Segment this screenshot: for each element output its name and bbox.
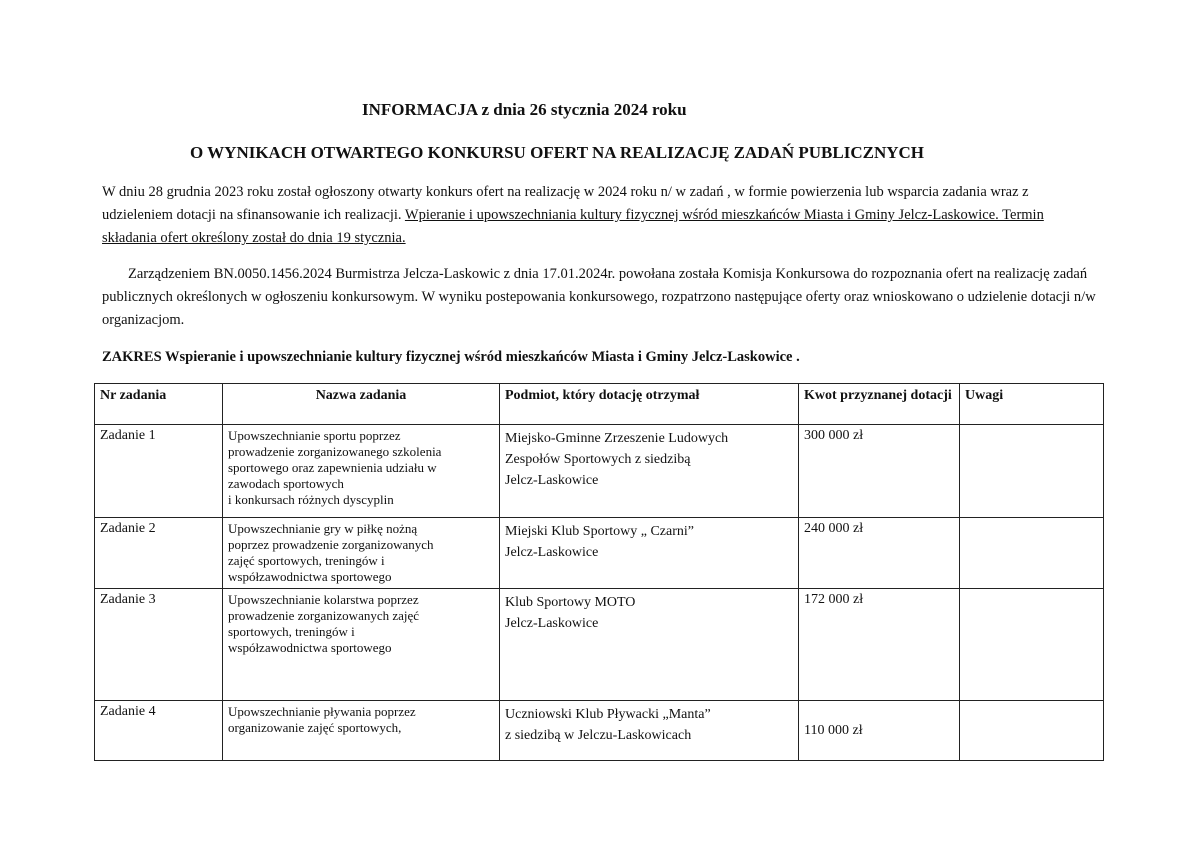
- table-row: [95, 425, 1104, 518]
- grant-amount: 172 000 zł: [799, 589, 960, 701]
- grants-table: [94, 383, 1104, 761]
- task-name-line: organizowanie zajęć sportowych,: [228, 720, 402, 735]
- task-name-line: prowadzenie zorganizowanych zajęć: [228, 608, 420, 623]
- task-number: Zadanie 4: [95, 701, 223, 761]
- task-name: [223, 518, 500, 589]
- header-amount: Kwot przyznanej dotacji: [799, 384, 960, 425]
- task-number: Zadanie 2: [95, 518, 223, 589]
- grantee-line: Uczniowski Klub Pływacki „Manta”: [505, 707, 711, 722]
- task-name-line: i konkursach różnych dyscyplin: [228, 492, 394, 507]
- grantee: [500, 589, 799, 701]
- notes-cell: [960, 518, 1104, 589]
- table-row: [95, 701, 1104, 761]
- grantee-line: z siedzibą w Jelczu-Laskowicach: [505, 728, 692, 743]
- table-row: [95, 518, 1104, 589]
- task-name-line: Upowszechnianie sportu poprzez: [228, 428, 401, 443]
- grant-amount: 110 000 zł: [799, 701, 960, 761]
- task-name-line: Upowszechnianie pływania poprzez: [228, 704, 416, 719]
- header-notes: Uwagi: [960, 384, 1104, 425]
- task-name-line: Upowszechnianie gry w piłkę nożną: [228, 521, 418, 536]
- task-name-line: prowadzenie zorganizowanego szkolenia: [228, 444, 442, 459]
- intro-text: W dniu 28 grudnia 2023 roku został ogłoszony otwarty konkurs ofert na realizację w 2024 roku n/ w zadań , w formie powierzenia lub wsparcia zadania wraz z udzieleniem dotacji na sfinansowanie ich realizacji.: [102, 184, 1029, 223]
- task-name: [223, 589, 500, 701]
- grant-amount: 300 000 zł: [799, 425, 960, 518]
- task-name-line: współzawodnictwa sportowego: [228, 569, 392, 584]
- table-header-row: [95, 384, 1104, 425]
- task-name-line: sportowego oraz zapewnienia udziału w: [228, 460, 437, 475]
- grantee-line: Miejsko-Gminne Zrzeszenie Ludowych: [505, 431, 729, 446]
- task-name: [223, 701, 500, 761]
- notes-cell: [960, 589, 1104, 701]
- table-row: [95, 589, 1104, 701]
- task-name-line: Upowszechnianie kolarstwa poprzez: [228, 592, 419, 607]
- task-name-line: zawodach sportowych: [228, 476, 344, 491]
- grant-amount: 240 000 zł: [799, 518, 960, 589]
- notes-cell: [960, 425, 1104, 518]
- grantee: [500, 425, 799, 518]
- header-name: Nazwa zadania: [223, 384, 500, 425]
- document-title: INFORMACJA z dnia 26 stycznia 2024 roku: [362, 100, 687, 119]
- task-name-line: współzawodnictwa sportowego: [228, 640, 392, 655]
- grantee-line: Jelcz-Laskowice: [505, 616, 599, 631]
- task-name-line: sportowych, treningów i: [228, 624, 355, 639]
- notes-cell: [960, 701, 1104, 761]
- grantee: [500, 701, 799, 761]
- document-subtitle: O WYNIKACH OTWARTEGO KONKURSU OFERT NA REALIZACJĘ ZADAŃ PUBLICZNYCH: [190, 143, 924, 162]
- scope-heading: ZAKRES Wspieranie i upowszechnianie kultury fizycznej wśród mieszkańców Miasta i Gminy Jelcz-Laskowice .: [102, 349, 800, 365]
- task-number: Zadanie 3: [95, 589, 223, 701]
- header-entity: Podmiot, który dotację otrzymał: [500, 384, 799, 425]
- grantee-line: Jelcz-Laskowice: [505, 545, 599, 560]
- commission-paragraph: Zarządzeniem BN.0050.1456.2024 Burmistrza Jelcza-Laskowic z dnia 17.01.2024r. powołana została Komisja Konkursowa do rozpoznania ofert na realizację zadań publicznych określonych w ogłoszeniu konkursowym. W wyniku postepowania konkursowego, rozpatrzono następujące oferty oraz wnioskowano o udzielenie dotacji n/w organizacjom.: [102, 266, 1096, 328]
- intro-paragraph: [102, 181, 1102, 250]
- grantee: [500, 518, 799, 589]
- intro-underlined-text: Wpieranie i upowszechniania kultury fizycznej wśród mieszkańców Miasta i Gminy Jelcz-Laskowice. Termin składania ofert określony został do dnia 19 stycznia.: [102, 207, 1044, 246]
- grantee-line: Zespołów Sportowych z siedzibą: [505, 452, 691, 467]
- task-name-line: poprzez prowadzenie zorganizowanych: [228, 537, 434, 552]
- header-nr: Nr zadania: [95, 384, 223, 425]
- task-number: Zadanie 1: [95, 425, 223, 518]
- grantee-line: Miejski Klub Sportowy „ Czarni”: [505, 524, 694, 539]
- grantee-line: Jelcz-Laskowice: [505, 473, 599, 488]
- task-name: [223, 425, 500, 518]
- grantee-line: Klub Sportowy MOTO: [505, 595, 636, 610]
- task-name-line: zajęć sportowych, treningów i: [228, 553, 385, 568]
